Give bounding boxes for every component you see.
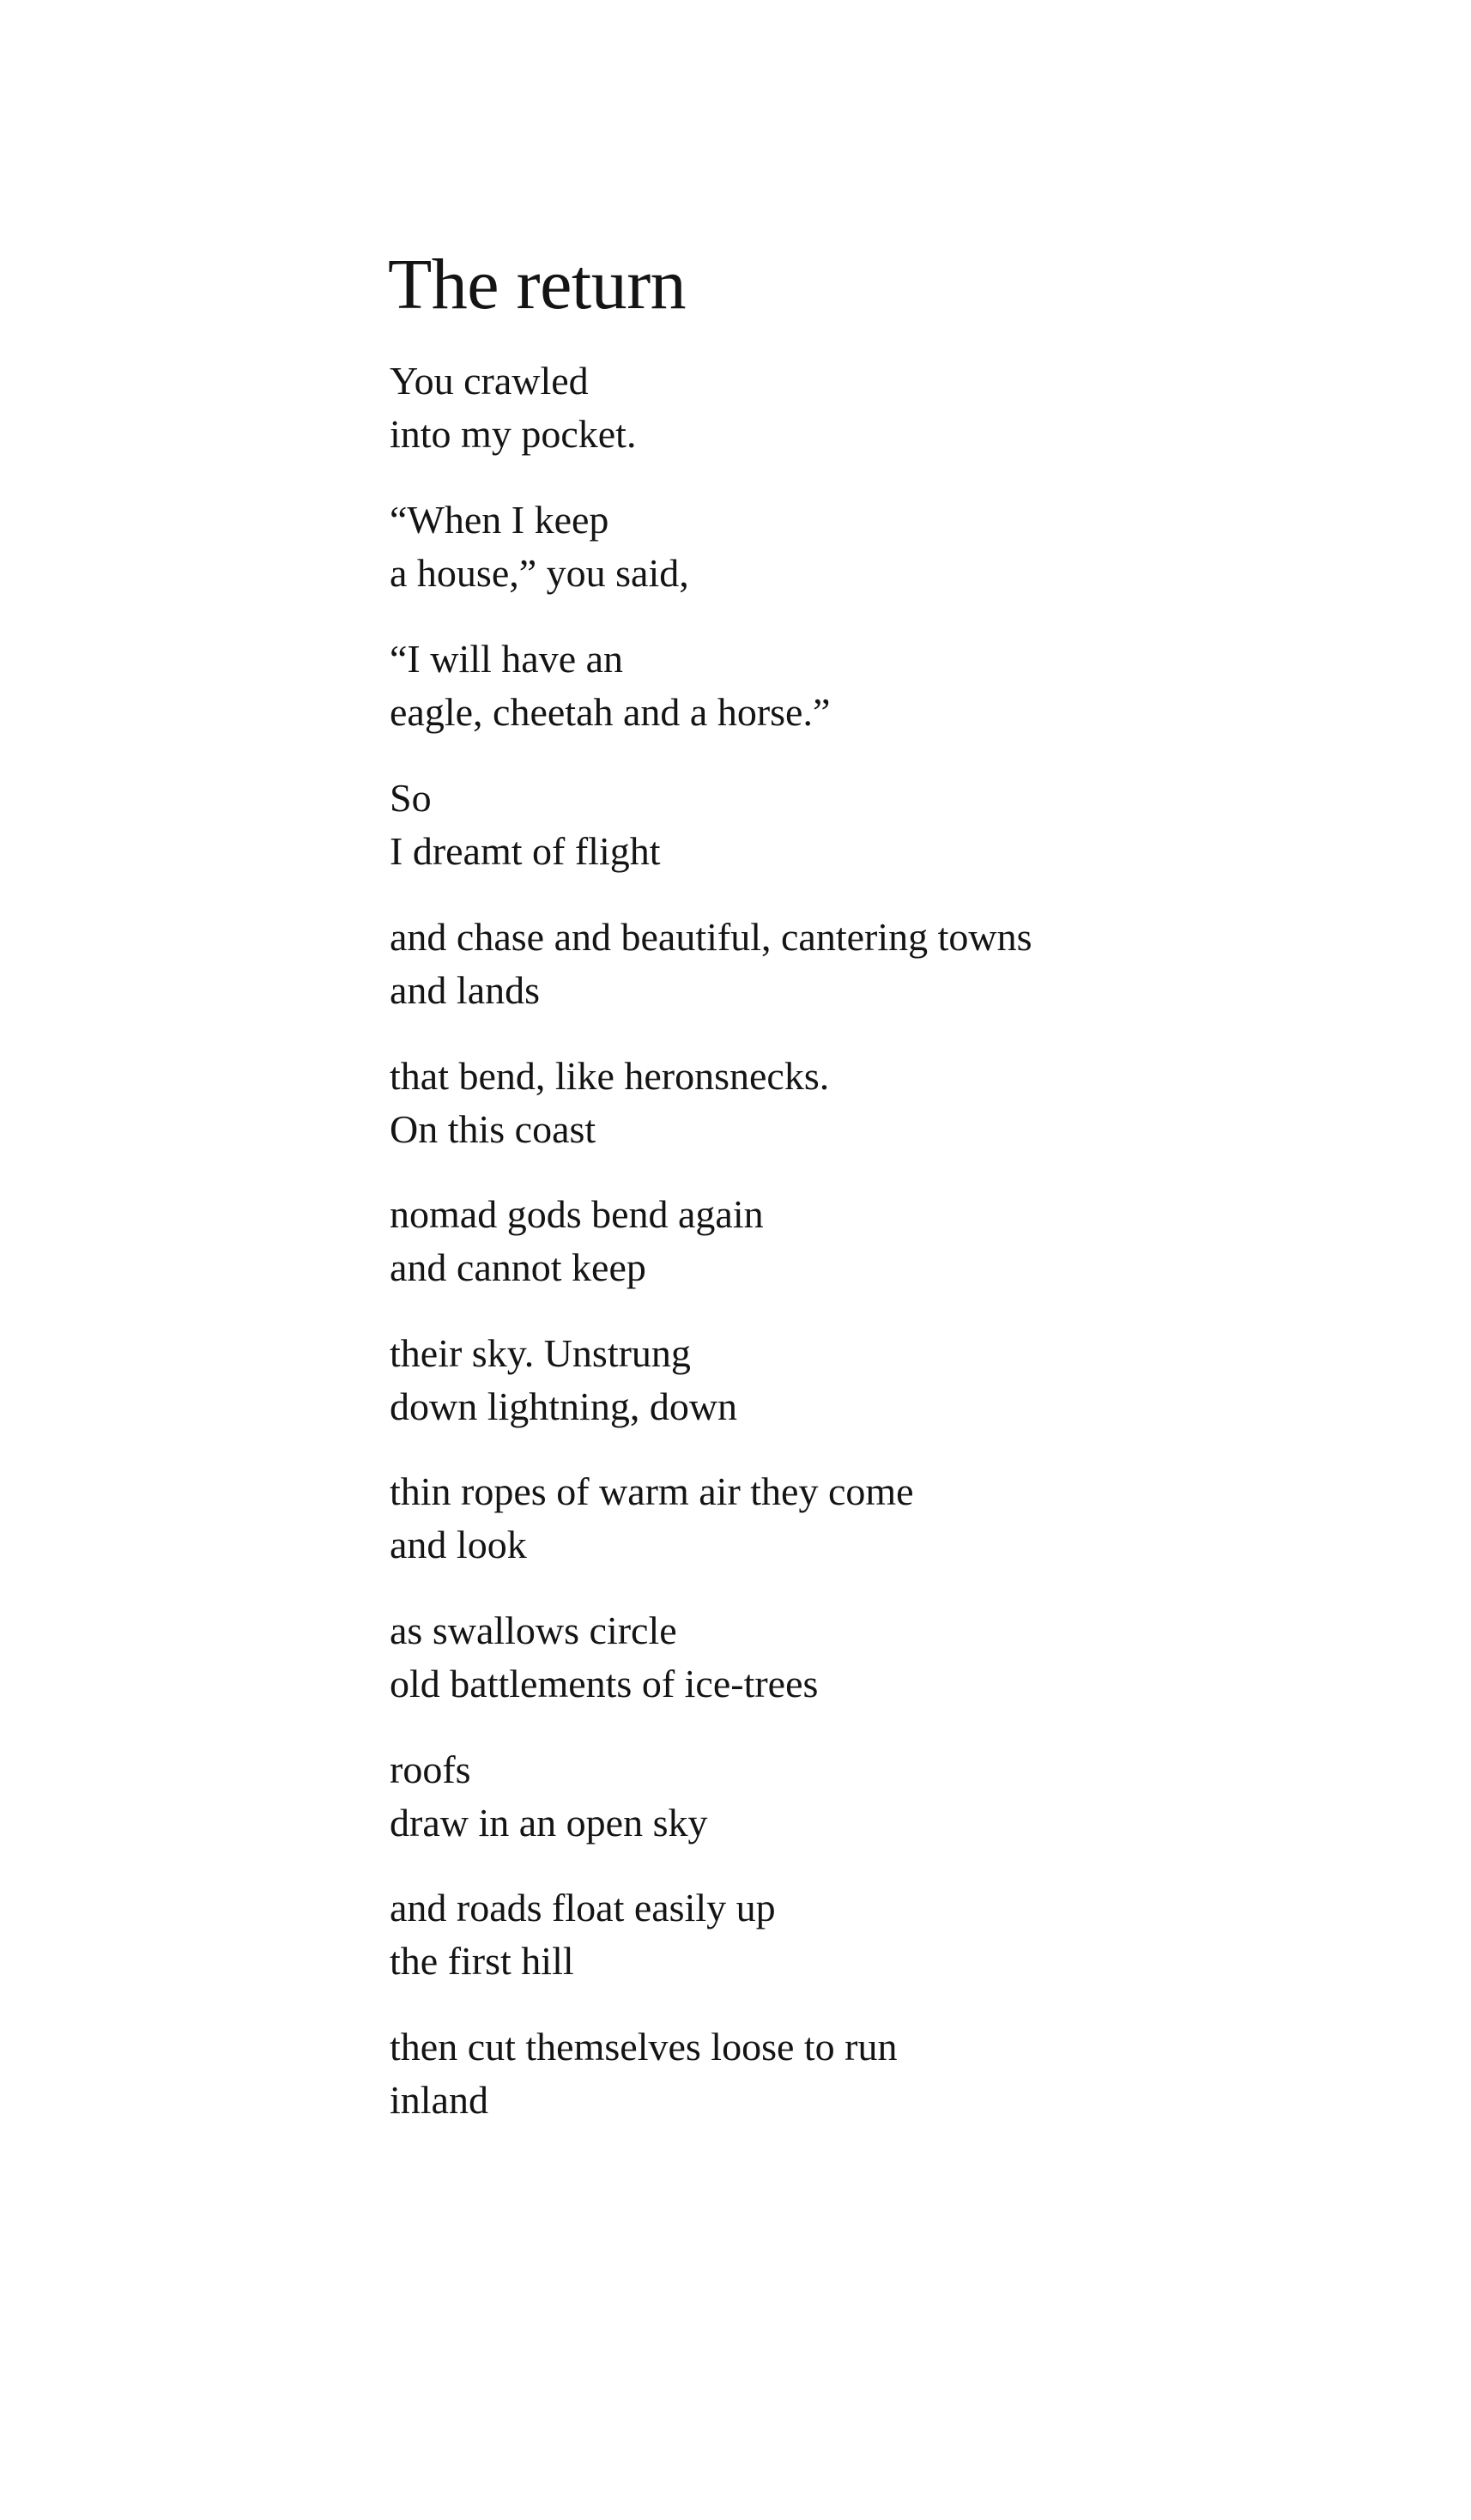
stanza-line: On this coast — [390, 1107, 596, 1151]
stanza-5 — [390, 911, 1032, 1017]
stanza-line: and chase and beautiful, cantering towns — [390, 915, 1032, 959]
stanza-line: down lightning, down — [390, 1384, 738, 1428]
stanza-2 — [390, 494, 689, 600]
stanza-line: into my pocket. — [390, 412, 637, 456]
stanza-line: a house,” you said, — [390, 551, 689, 595]
stanza-11 — [390, 1743, 707, 1850]
stanza-13 — [390, 2020, 898, 2127]
stanza-line: then cut themselves loose to run — [390, 2025, 898, 2069]
stanza-3 — [390, 633, 830, 739]
poem-title: The return — [388, 245, 687, 324]
stanza-line: So — [390, 776, 432, 820]
stanza-line: and look — [390, 1523, 527, 1566]
stanza-4 — [390, 772, 661, 878]
stanza-line: nomad gods bend again — [390, 1192, 764, 1236]
stanza-line: as swallows circle — [390, 1608, 677, 1652]
stanza-line: and roads float easily up — [390, 1886, 776, 1929]
stanza-line: thin ropes of warm air they come — [390, 1469, 914, 1513]
stanza-line: their sky. Unstrung — [390, 1331, 691, 1375]
stanza-9 — [390, 1465, 914, 1572]
stanza-7 — [390, 1188, 764, 1294]
stanza-line: I dreamt of flight — [390, 829, 661, 873]
stanza-line: draw in an open sky — [390, 1801, 708, 1845]
stanza-line: that bend, like heronsnecks. — [390, 1054, 830, 1098]
stanza-line: the first hill — [390, 1939, 574, 1983]
stanza-line: eagle, cheetah and a horse.” — [390, 690, 831, 734]
stanza-10 — [390, 1604, 818, 1711]
stanza-line: old battlements of ice-trees — [390, 1662, 819, 1705]
stanza-line: inland — [390, 2078, 488, 2122]
stanza-line: “I will have an — [390, 637, 624, 681]
stanza-12 — [390, 1881, 776, 1988]
stanza-line: “When I keep — [390, 498, 609, 542]
stanza-line: and cannot keep — [390, 1245, 646, 1289]
stanza-line: roofs — [390, 1748, 471, 1791]
stanza-line: and lands — [390, 968, 541, 1012]
stanza-line: You crawled — [390, 359, 589, 403]
stanza-8 — [390, 1327, 737, 1433]
stanza-6 — [390, 1050, 829, 1156]
stanza-1 — [390, 354, 636, 461]
